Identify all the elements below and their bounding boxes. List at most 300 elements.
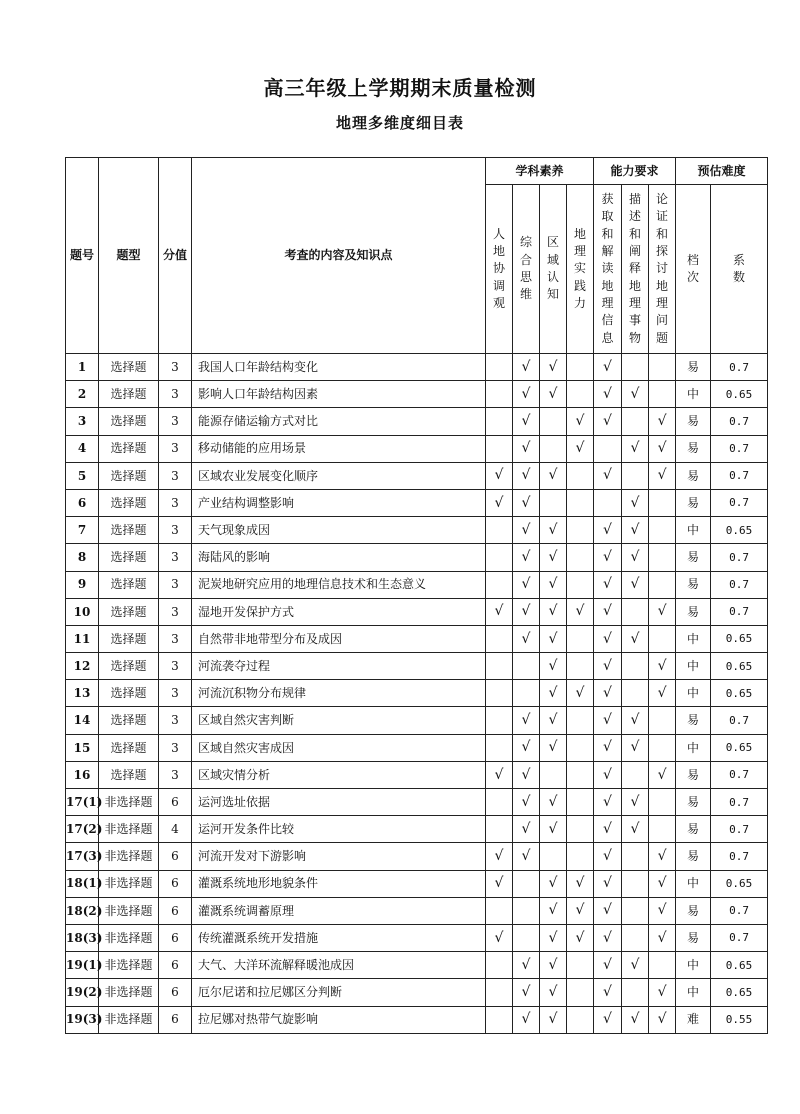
check-cell: √ (622, 381, 649, 408)
check-cell (649, 734, 676, 761)
row-type: 选择题 (99, 408, 159, 435)
table-body (66, 354, 768, 1034)
row-level: 易 (676, 462, 711, 489)
row-content: 天气现象成因 (192, 517, 486, 544)
header-group-ability: 能力要求 (594, 158, 676, 185)
check-cell: √ (594, 408, 622, 435)
check-cell: √ (540, 381, 567, 408)
check-cell: √ (540, 354, 567, 381)
check-cell: √ (649, 435, 676, 462)
row-number: 2 (66, 381, 99, 408)
check-cell: √ (594, 707, 622, 734)
row-score: 3 (159, 761, 192, 788)
row-score: 6 (159, 952, 192, 979)
header-lit2 (513, 185, 540, 354)
check-cell: √ (594, 381, 622, 408)
check-cell (486, 544, 513, 571)
check-cell (649, 381, 676, 408)
check-cell (567, 462, 594, 489)
row-score: 3 (159, 517, 192, 544)
row-number: 12 (66, 653, 99, 680)
check-cell: √ (540, 952, 567, 979)
header-score: 分值 (159, 158, 192, 354)
row-content: 泥炭地研究应用的地理信息技术和生态意义 (192, 571, 486, 598)
check-cell (622, 462, 649, 489)
row-type: 选择题 (99, 571, 159, 598)
row-number: 11 (66, 625, 99, 652)
row-content: 拉尼娜对热带气旋影响 (192, 1006, 486, 1033)
row-level: 易 (676, 435, 711, 462)
check-cell: √ (513, 843, 540, 870)
check-cell (486, 897, 513, 924)
row-coefficient: 0.7 (711, 408, 768, 435)
row-number: 18(2) (66, 897, 99, 924)
row-score: 6 (159, 843, 192, 870)
row-level: 易 (676, 707, 711, 734)
row-coefficient: 0.7 (711, 489, 768, 516)
table-row (66, 816, 768, 843)
check-cell: √ (622, 1006, 649, 1033)
table-row (66, 924, 768, 951)
header-level (676, 185, 711, 354)
row-level: 易 (676, 408, 711, 435)
check-cell: √ (649, 653, 676, 680)
row-type: 选择题 (99, 680, 159, 707)
row-coefficient: 0.7 (711, 789, 768, 816)
row-content: 产业结构调整影响 (192, 489, 486, 516)
row-type: 非选择题 (99, 897, 159, 924)
row-type: 选择题 (99, 544, 159, 571)
table-row (66, 680, 768, 707)
check-cell: √ (513, 571, 540, 598)
table-row (66, 1006, 768, 1033)
check-cell: √ (622, 707, 649, 734)
row-score: 6 (159, 870, 192, 897)
header-num: 题号 (66, 158, 99, 354)
row-level: 中 (676, 870, 711, 897)
check-cell: √ (540, 571, 567, 598)
header-lit4-label: 地理实践力 (573, 226, 586, 311)
row-level: 易 (676, 354, 711, 381)
table-row (66, 979, 768, 1006)
row-level: 易 (676, 924, 711, 951)
check-cell: √ (540, 870, 567, 897)
check-cell: √ (594, 517, 622, 544)
row-score: 3 (159, 653, 192, 680)
check-cell (567, 489, 594, 516)
check-cell: √ (540, 734, 567, 761)
row-type: 选择题 (99, 354, 159, 381)
check-cell (540, 408, 567, 435)
check-cell (649, 517, 676, 544)
check-cell (567, 544, 594, 571)
check-cell (486, 789, 513, 816)
row-level: 难 (676, 1006, 711, 1033)
check-cell: √ (594, 598, 622, 625)
row-content: 大气、大洋环流解释暖池成因 (192, 952, 486, 979)
row-type: 选择题 (99, 381, 159, 408)
check-cell: √ (594, 354, 622, 381)
row-coefficient: 0.7 (711, 544, 768, 571)
row-coefficient: 0.7 (711, 761, 768, 788)
table-row (66, 843, 768, 870)
row-level: 易 (676, 489, 711, 516)
table-row (66, 435, 768, 462)
row-coefficient: 0.65 (711, 625, 768, 652)
row-number: 18(1) (66, 870, 99, 897)
row-score: 6 (159, 1006, 192, 1033)
row-type: 选择题 (99, 734, 159, 761)
row-score: 3 (159, 408, 192, 435)
row-coefficient: 0.65 (711, 653, 768, 680)
check-cell: √ (649, 897, 676, 924)
check-cell: √ (594, 816, 622, 843)
check-cell: √ (513, 517, 540, 544)
check-cell (567, 761, 594, 788)
check-cell: √ (540, 625, 567, 652)
check-cell: √ (513, 625, 540, 652)
check-cell (513, 897, 540, 924)
check-cell: √ (594, 571, 622, 598)
row-score: 3 (159, 462, 192, 489)
row-content: 河流袭夺过程 (192, 653, 486, 680)
row-level: 易 (676, 598, 711, 625)
row-content: 河流沉积物分布规律 (192, 680, 486, 707)
check-cell: √ (649, 462, 676, 489)
check-cell: √ (594, 653, 622, 680)
check-cell (567, 381, 594, 408)
row-number: 19(2) (66, 979, 99, 1006)
check-cell: √ (540, 789, 567, 816)
check-cell: √ (486, 462, 513, 489)
check-cell (486, 408, 513, 435)
table-row (66, 598, 768, 625)
check-cell (622, 354, 649, 381)
check-cell (486, 381, 513, 408)
check-cell: √ (513, 598, 540, 625)
check-cell (486, 435, 513, 462)
check-cell: √ (622, 571, 649, 598)
check-cell (486, 707, 513, 734)
check-cell: √ (513, 707, 540, 734)
header-group-literacy: 学科素养 (486, 158, 594, 185)
row-coefficient: 0.7 (711, 354, 768, 381)
check-cell: √ (594, 544, 622, 571)
check-cell (513, 924, 540, 951)
table-row (66, 761, 768, 788)
check-cell (649, 952, 676, 979)
check-cell: √ (649, 680, 676, 707)
header-content: 考查的内容及知识点 (192, 158, 486, 354)
header-lit3-label: 区域认知 (546, 235, 559, 302)
check-cell: √ (594, 761, 622, 788)
row-level: 易 (676, 816, 711, 843)
check-cell (540, 435, 567, 462)
check-cell: √ (594, 734, 622, 761)
page-subtitle: 地理多维度细目表 (335, 114, 464, 132)
row-coefficient: 0.7 (711, 843, 768, 870)
check-cell: √ (540, 897, 567, 924)
row-content: 影响人口年龄结构因素 (192, 381, 486, 408)
table-row (66, 625, 768, 652)
row-level: 中 (676, 680, 711, 707)
check-cell: √ (540, 462, 567, 489)
row-number: 17(1) (66, 789, 99, 816)
check-cell: √ (649, 870, 676, 897)
check-cell: √ (594, 952, 622, 979)
row-score: 3 (159, 625, 192, 652)
row-coefficient: 0.65 (711, 680, 768, 707)
check-cell: √ (594, 924, 622, 951)
row-content: 海陆风的影响 (192, 544, 486, 571)
check-cell: √ (594, 625, 622, 652)
check-cell (567, 354, 594, 381)
check-cell: √ (486, 489, 513, 516)
check-cell: √ (513, 734, 540, 761)
row-coefficient: 0.7 (711, 598, 768, 625)
check-cell (540, 843, 567, 870)
check-cell: √ (649, 1006, 676, 1033)
check-cell (486, 517, 513, 544)
check-cell (622, 761, 649, 788)
check-cell: √ (622, 816, 649, 843)
check-cell: √ (513, 354, 540, 381)
check-cell: √ (513, 952, 540, 979)
check-cell: √ (513, 979, 540, 1006)
check-cell (486, 680, 513, 707)
row-level: 易 (676, 761, 711, 788)
header-coef (711, 185, 768, 354)
table-row (66, 789, 768, 816)
row-level: 中 (676, 653, 711, 680)
table-row (66, 870, 768, 897)
check-cell: √ (486, 924, 513, 951)
check-cell: √ (567, 598, 594, 625)
row-level: 中 (676, 381, 711, 408)
check-cell: √ (567, 680, 594, 707)
check-cell (622, 924, 649, 951)
row-type: 非选择题 (99, 1006, 159, 1033)
check-cell: √ (594, 843, 622, 870)
check-cell: √ (540, 924, 567, 951)
row-type: 选择题 (99, 598, 159, 625)
header-abl3 (649, 185, 676, 354)
row-type: 非选择题 (99, 924, 159, 951)
table-row (66, 408, 768, 435)
header-type: 题型 (99, 158, 159, 354)
check-cell: √ (622, 789, 649, 816)
row-level: 易 (676, 544, 711, 571)
check-cell: √ (622, 625, 649, 652)
header-abl2-label: 描述和阐释地理事物 (629, 191, 642, 345)
check-cell (622, 843, 649, 870)
row-content: 区域自然灾害成因 (192, 734, 486, 761)
row-coefficient: 0.7 (711, 435, 768, 462)
row-score: 3 (159, 707, 192, 734)
check-cell (540, 489, 567, 516)
table-row (66, 707, 768, 734)
header-level-label: 档次 (687, 252, 700, 284)
row-coefficient: 0.7 (711, 571, 768, 598)
row-number: 1 (66, 354, 99, 381)
row-coefficient: 0.7 (711, 897, 768, 924)
row-number: 7 (66, 517, 99, 544)
check-cell (486, 734, 513, 761)
check-cell: √ (513, 381, 540, 408)
check-cell: √ (540, 979, 567, 1006)
check-cell: √ (594, 1006, 622, 1033)
page-title: 高三年级上学期期末质量检测 (263, 76, 537, 100)
check-cell (486, 1006, 513, 1033)
check-cell (567, 979, 594, 1006)
check-cell: √ (486, 761, 513, 788)
row-level: 易 (676, 843, 711, 870)
check-cell (649, 625, 676, 652)
row-content: 传统灌溉系统开发措施 (192, 924, 486, 951)
row-level: 中 (676, 734, 711, 761)
check-cell (486, 625, 513, 652)
row-number: 14 (66, 707, 99, 734)
check-cell (622, 897, 649, 924)
row-number: 9 (66, 571, 99, 598)
table-row (66, 653, 768, 680)
row-coefficient: 0.65 (711, 734, 768, 761)
row-score: 6 (159, 979, 192, 1006)
check-cell (622, 979, 649, 1006)
check-cell (649, 489, 676, 516)
row-level: 易 (676, 789, 711, 816)
row-coefficient: 0.7 (711, 816, 768, 843)
row-number: 3 (66, 408, 99, 435)
row-coefficient: 0.65 (711, 870, 768, 897)
header-lit1-label: 人地协调观 (492, 226, 505, 311)
check-cell: √ (567, 435, 594, 462)
check-cell: √ (513, 489, 540, 516)
header-abl3-label: 论证和探讨地理问题 (656, 191, 669, 345)
check-cell (594, 435, 622, 462)
check-cell (567, 843, 594, 870)
check-cell: √ (594, 462, 622, 489)
check-cell (486, 354, 513, 381)
check-cell (486, 979, 513, 1006)
row-content: 灌溉系统调蓄原理 (192, 897, 486, 924)
header-lit4 (567, 185, 594, 354)
row-coefficient: 0.65 (711, 381, 768, 408)
check-cell: √ (540, 517, 567, 544)
row-number: 5 (66, 462, 99, 489)
check-cell: √ (540, 544, 567, 571)
row-content: 运河选址依据 (192, 789, 486, 816)
row-number: 4 (66, 435, 99, 462)
check-cell: √ (486, 598, 513, 625)
row-type: 非选择题 (99, 816, 159, 843)
check-cell: √ (649, 761, 676, 788)
table-row (66, 381, 768, 408)
check-cell (567, 653, 594, 680)
check-cell: √ (567, 924, 594, 951)
row-number: 10 (66, 598, 99, 625)
row-type: 选择题 (99, 625, 159, 652)
row-score: 3 (159, 598, 192, 625)
row-content: 河流开发对下游影响 (192, 843, 486, 870)
spec-table (65, 157, 768, 1034)
header-abl1 (594, 185, 622, 354)
check-cell (486, 816, 513, 843)
row-level: 中 (676, 979, 711, 1006)
row-content: 区域农业发展变化顺序 (192, 462, 486, 489)
header-abl2 (622, 185, 649, 354)
row-type: 非选择题 (99, 952, 159, 979)
row-score: 3 (159, 381, 192, 408)
row-type: 选择题 (99, 489, 159, 516)
row-coefficient: 0.7 (711, 462, 768, 489)
check-cell (567, 1006, 594, 1033)
row-level: 易 (676, 897, 711, 924)
check-cell (567, 625, 594, 652)
table-row (66, 544, 768, 571)
row-score: 3 (159, 680, 192, 707)
check-cell: √ (513, 761, 540, 788)
check-cell: √ (513, 1006, 540, 1033)
header-lit2-label: 综合思维 (519, 235, 532, 302)
table-row (66, 517, 768, 544)
check-cell (622, 598, 649, 625)
check-cell (486, 571, 513, 598)
row-number: 8 (66, 544, 99, 571)
row-level: 中 (676, 517, 711, 544)
row-type: 选择题 (99, 761, 159, 788)
row-type: 非选择题 (99, 979, 159, 1006)
row-number: 15 (66, 734, 99, 761)
check-cell: √ (594, 870, 622, 897)
row-content: 厄尔尼诺和拉尼娜区分判断 (192, 979, 486, 1006)
check-cell (649, 354, 676, 381)
check-cell (513, 870, 540, 897)
row-score: 3 (159, 571, 192, 598)
check-cell: √ (622, 952, 649, 979)
check-cell: √ (513, 544, 540, 571)
row-score: 3 (159, 354, 192, 381)
check-cell (567, 734, 594, 761)
row-score: 4 (159, 816, 192, 843)
row-type: 选择题 (99, 707, 159, 734)
header-lit3 (540, 185, 567, 354)
row-coefficient: 0.65 (711, 952, 768, 979)
check-cell: √ (649, 598, 676, 625)
check-cell: √ (513, 789, 540, 816)
header-abl1-label: 获取和解读地理信息 (601, 191, 614, 345)
check-cell (567, 707, 594, 734)
row-number: 17(2) (66, 816, 99, 843)
check-cell (486, 653, 513, 680)
check-cell: √ (649, 408, 676, 435)
check-cell: √ (513, 435, 540, 462)
header-group-difficulty: 预估难度 (676, 158, 768, 185)
row-content: 湿地开发保护方式 (192, 598, 486, 625)
check-cell: √ (513, 816, 540, 843)
check-cell (622, 408, 649, 435)
check-cell: √ (622, 544, 649, 571)
check-cell (649, 789, 676, 816)
row-type: 选择题 (99, 462, 159, 489)
check-cell: √ (649, 979, 676, 1006)
check-cell: √ (540, 680, 567, 707)
table-row (66, 489, 768, 516)
row-number: 16 (66, 761, 99, 788)
row-level: 中 (676, 952, 711, 979)
check-cell: √ (540, 653, 567, 680)
row-content: 区域灾情分析 (192, 761, 486, 788)
